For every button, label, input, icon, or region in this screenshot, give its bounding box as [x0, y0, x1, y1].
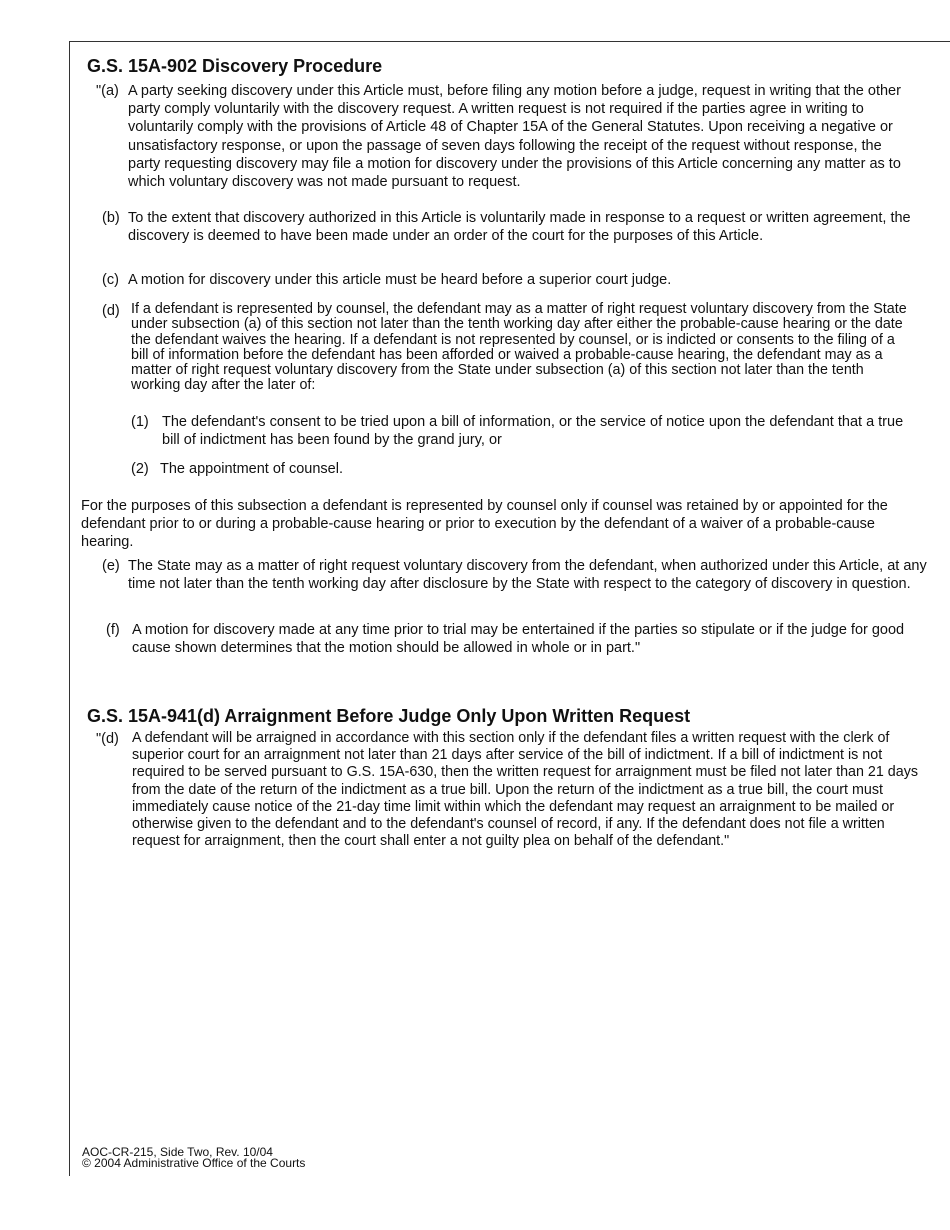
copyright-notice: © 2004 Administrative Office of the Courts — [82, 1156, 306, 1170]
item-text-c: A motion for discovery under this article must be heard before a superior court judge. — [128, 272, 672, 288]
arraignment-text-d: A defendant will be arraigned in accordance with this section only if the defendant files a written request with the clerk of superior court for an arraignment not later than 21 days after service of the bill of indictment. If a bill of indictment is not required to be served pursuant to G.S. 15A-630, then the written request for arraignment must be filed not later than 21 days from the date of the return of the indictment as a true bill. Upon the return of the indictment as a true bill, the court must immediately cause notice of the 21-day time limit within which the defendant may request an arraignment to be mailed or otherwise given to the defendant and to the defendant's counsel of record, if any. If the defendant does not file a written request for arraignment, then the court shall enter a not guilty plea on behalf of the defendant." — [132, 730, 918, 850]
item-text-a: A party seeking discovery under this Article must, before filing any motion before a judge, request in writing that the other party comply voluntarily with the discovery request. A written request is not required if the parties agree in writing to voluntarily comply with the provisions of Article 48 of Chapter 15A of the General Statutes. Upon receiving a negative or unsatisfactory response, or upon the passage of seven days following the receipt of the request without response, the party requesting discovery may file a motion for discovery under the provisions of this Article concerning any matter as to which voluntary discovery was not made pursuant to request. — [128, 83, 901, 191]
item-text-e: The State may as a matter of right request voluntary discovery from the defendant, when authorized under this Article, at any time not later than the tenth working day after disclosure by the State with respect to the category of discovery in question. — [128, 558, 927, 593]
page-border-left — [69, 41, 70, 1176]
item-text-f: A motion for discovery made at any time prior to trial may be entertained if the parties so stipulate or if the judge for good cause shown determines that the motion should be allowed in whole or in part." — [132, 622, 905, 657]
item-label-e: (e) — [102, 558, 120, 574]
form-id: AOC-CR-215, Side Two, Rev. 10/04 — [82, 1145, 273, 1159]
arraignment-label-d: "(d) — [96, 731, 119, 747]
subitem-label-1: (1) — [131, 414, 149, 430]
subitem-text-1: The defendant's consent to be tried upon a bill of information, or the service of notice upon the defendant that a true bill of indictment has been found by the grand jury, or — [162, 414, 904, 449]
represented-by-counsel-note: For the purposes of this subsection a defendant is represented by counsel only if counsel was retained by or appointed for the defendant prior to or during a probable-cause hearing or prior to execution by the defendant of a waiver of a probable-cause hearing. — [81, 498, 888, 551]
subitem-text-2: The appointment of counsel. — [160, 461, 343, 477]
item-label-a: "(a) — [96, 83, 119, 99]
item-label-d: (d) — [102, 303, 120, 319]
item-text-b: To the extent that discovery authorized in this Article is voluntarily made in response to a request or written agreement, the discovery is deemed to have been made under an order of the court for the purposes of this Article. — [128, 210, 911, 245]
section-title-discovery-procedure: G.S. 15A-902 Discovery Procedure — [87, 56, 383, 76]
item-label-c: (c) — [102, 272, 119, 288]
section-title-arraignment: G.S. 15A-941(d) Arraignment Before Judge Only Upon Written Request — [87, 706, 691, 726]
item-label-f: (f) — [106, 622, 120, 638]
item-text-d: If a defendant is represented by counsel, the defendant may as a matter of right request voluntary discovery from the State under subsection (a) of this section not later than the tenth working day after either the probable-cause hearing or the date the defendant waives the hearing. If a defendant is not represented by counsel, or is indicted or consents to the filing of a bill of information before the defendant has been afforded or waived a probable-cause hearing, the defendant may as a matter of right request voluntary discovery from the State under subsection (a) of this section not later than the tenth working day after the later of: — [131, 301, 907, 394]
page-border-top — [69, 41, 950, 42]
item-label-b: (b) — [102, 210, 120, 226]
subitem-label-2: (2) — [131, 461, 149, 477]
